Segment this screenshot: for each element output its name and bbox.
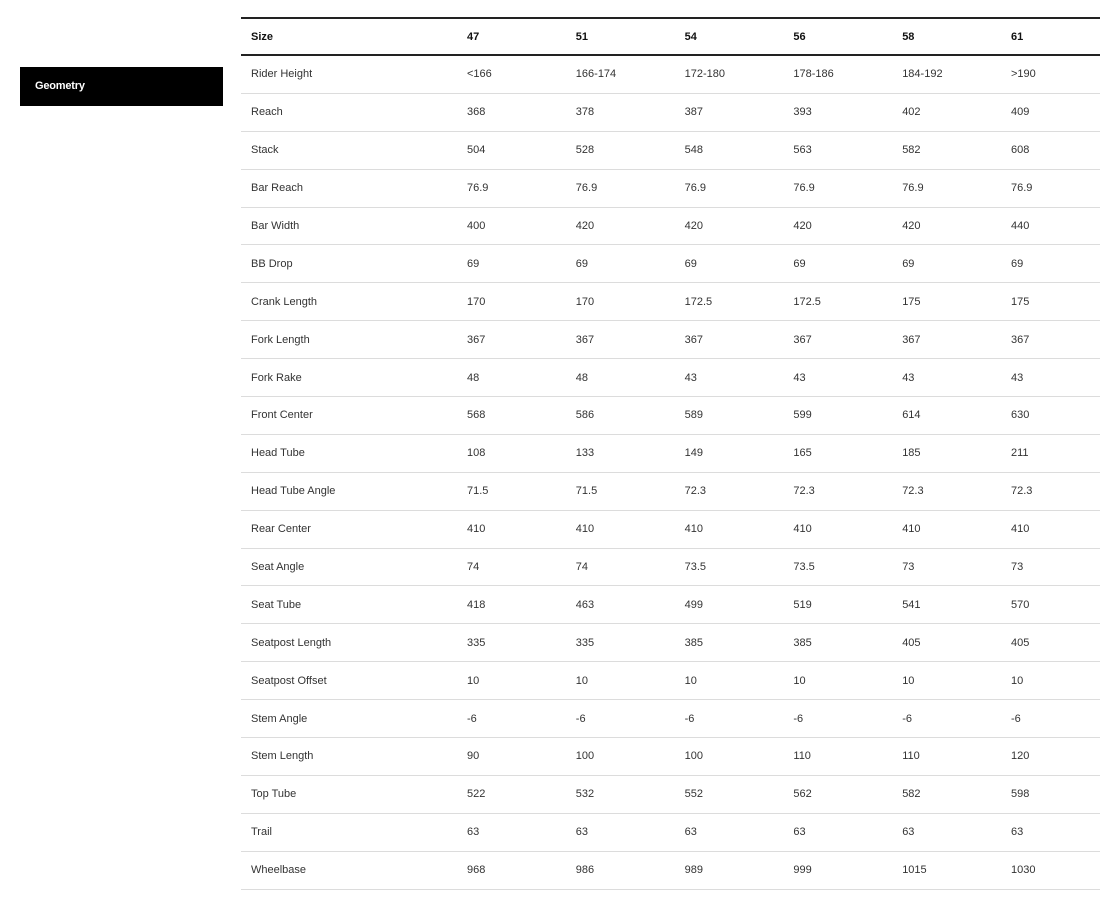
column-header: 56 <box>793 30 806 43</box>
row-label: Seat Angle <box>251 561 305 574</box>
table-cell: 532 <box>575 788 595 801</box>
table-cell: 10 <box>902 674 915 687</box>
row-label: Wheelbase <box>251 864 307 877</box>
table-cell: 367 <box>467 333 486 346</box>
table-cell: 43 <box>1010 371 1024 384</box>
table-cell: -6 <box>575 712 586 725</box>
table-cell: 63 <box>902 826 915 839</box>
table-cell: 598 <box>1010 788 1030 801</box>
row-label: Stack <box>251 144 279 157</box>
table-cell: 463 <box>575 598 595 611</box>
table-cell: -6 <box>793 712 804 725</box>
table-cell: 175 <box>902 295 921 308</box>
table-cell: 541 <box>902 598 921 611</box>
table-cell: 562 <box>793 788 812 801</box>
table-cell: 989 <box>684 864 703 877</box>
table-cell: 43 <box>902 371 915 384</box>
table-cell: 73 <box>1010 561 1024 574</box>
table-cell: 72.3 <box>1010 485 1033 498</box>
table-cell: 133 <box>575 447 595 460</box>
table-cell: 76.9 <box>684 182 707 195</box>
table-row <box>241 245 1100 283</box>
table-cell: 410 <box>684 523 703 536</box>
table-row <box>241 851 1100 889</box>
table-cell: 570 <box>1010 598 1030 611</box>
table-cell: 420 <box>793 220 812 232</box>
table-cell: 968 <box>467 864 486 877</box>
table-cell: 170 <box>575 295 595 308</box>
row-label: Seatpost Length <box>251 636 332 649</box>
table-cell: 420 <box>902 220 921 232</box>
table-cell: 172-180 <box>684 68 725 81</box>
table-row <box>241 813 1100 851</box>
table-cell: 69 <box>902 257 915 270</box>
table-cell: 614 <box>902 409 921 422</box>
table-cell: 172.5 <box>684 295 713 308</box>
table-cell: 73.5 <box>793 561 815 574</box>
table-cell: 402 <box>902 106 921 119</box>
row-label: Rider Height <box>251 68 313 81</box>
table-cell: 568 <box>467 409 486 422</box>
row-label: Seatpost Offset <box>251 674 327 687</box>
column-header: 61 <box>1010 30 1024 43</box>
table-cell: 69 <box>1010 257 1024 270</box>
table-row <box>241 169 1100 207</box>
table-cell: 69 <box>793 257 806 270</box>
table-cell: 335 <box>575 636 595 649</box>
tab-geometry[interactable] <box>20 67 223 106</box>
table-cell: 72.3 <box>793 485 815 498</box>
table-row <box>241 321 1100 359</box>
table-cell: 410 <box>793 523 812 536</box>
table-cell: 393 <box>793 106 812 119</box>
row-label: Trail <box>251 826 272 839</box>
table-cell: 43 <box>793 371 806 384</box>
column-header: 51 <box>575 30 589 43</box>
row-label: Fork Rake <box>251 371 302 384</box>
table-cell: 72.3 <box>684 485 707 498</box>
table-cell: 1030 <box>1010 864 1036 877</box>
table-cell: 76.9 <box>902 182 924 195</box>
table-cell: 368 <box>467 106 486 119</box>
table-row <box>241 472 1100 510</box>
table-row <box>241 662 1100 700</box>
table-cell: 10 <box>1010 674 1024 687</box>
table-cell: 120 <box>1010 750 1030 763</box>
table-cell: 10 <box>793 674 806 687</box>
table-cell: 76.9 <box>1010 182 1033 195</box>
table-row <box>241 700 1100 738</box>
row-label: Head Tube <box>251 447 305 460</box>
table-cell: 165 <box>793 447 812 460</box>
table-cell: 599 <box>793 409 812 422</box>
table-cell: 48 <box>575 371 589 384</box>
table-cell: 1015 <box>902 864 927 877</box>
table-row <box>241 55 1100 93</box>
table-cell: 548 <box>684 144 703 157</box>
table-cell: 504 <box>467 144 486 157</box>
geometry-table-container <box>241 17 1100 890</box>
table-cell: 367 <box>1010 333 1030 346</box>
table-cell: 74 <box>575 561 589 574</box>
table-cell: 420 <box>575 220 595 232</box>
table-row <box>241 359 1100 397</box>
table-cell: 385 <box>793 636 812 649</box>
table-cell: 63 <box>575 826 589 839</box>
table-row <box>241 93 1100 131</box>
table-cell: 400 <box>467 220 486 232</box>
table-cell: 71.5 <box>467 485 489 498</box>
table-cell: 405 <box>902 636 921 649</box>
table-cell: 630 <box>1010 409 1030 422</box>
column-header: 54 <box>684 30 697 43</box>
table-cell: 367 <box>793 333 812 346</box>
row-label: Stem Angle <box>251 712 308 725</box>
table-cell: 63 <box>684 826 697 839</box>
table-cell: 72.3 <box>902 485 924 498</box>
table-row <box>241 434 1100 472</box>
row-label: Head Tube Angle <box>251 485 336 498</box>
table-cell: 10 <box>575 674 589 687</box>
table-cell: 608 <box>1010 144 1030 157</box>
table-cell: -6 <box>902 712 912 725</box>
table-row <box>241 510 1100 548</box>
table-cell: 170 <box>467 295 486 308</box>
table-cell: 410 <box>1010 523 1030 536</box>
table-cell: 367 <box>575 333 595 346</box>
row-label: Rear Center <box>251 523 311 536</box>
row-label: Stem Length <box>251 750 314 763</box>
table-cell: 69 <box>575 257 589 270</box>
table-cell: 586 <box>575 409 595 422</box>
table-cell: 172.5 <box>793 295 821 308</box>
table-row <box>241 131 1100 169</box>
table-row <box>241 586 1100 624</box>
table-cell: 69 <box>467 257 480 270</box>
table-cell: 71.5 <box>575 485 598 498</box>
table-cell: 73.5 <box>684 561 707 574</box>
row-label: Seat Tube <box>251 598 302 611</box>
table-cell: 385 <box>684 636 703 649</box>
table-cell: 582 <box>902 788 921 801</box>
column-header: 47 <box>467 30 480 43</box>
table-cell: 528 <box>575 144 595 157</box>
table-row <box>241 548 1100 586</box>
row-label: Bar Width <box>251 220 300 232</box>
table-cell: 522 <box>467 788 486 801</box>
row-label: BB Drop <box>251 257 293 270</box>
table-cell: >190 <box>1010 68 1036 81</box>
row-label: Bar Reach <box>251 182 303 195</box>
table-cell: 405 <box>1010 636 1030 649</box>
table-cell: 185 <box>902 447 921 460</box>
row-label: Reach <box>251 106 283 119</box>
table-cell: 420 <box>684 220 703 232</box>
table-cell: 986 <box>575 864 595 877</box>
table-row <box>241 775 1100 813</box>
table-cell: 100 <box>684 750 703 763</box>
row-label: Top Tube <box>251 788 297 801</box>
table-cell: 175 <box>1010 295 1030 308</box>
column-header: 58 <box>902 30 915 43</box>
table-cell: 440 <box>1010 220 1030 232</box>
table-cell: 367 <box>902 333 921 346</box>
table-cell: 149 <box>684 447 703 460</box>
table-cell: -6 <box>467 712 477 725</box>
table-cell: 43 <box>684 371 697 384</box>
table-cell: 100 <box>575 750 595 763</box>
table-cell: 178-186 <box>793 68 834 81</box>
table-cell: 387 <box>684 106 703 119</box>
table-cell: 410 <box>902 523 921 536</box>
table-cell: 110 <box>902 750 920 763</box>
table-cell: 10 <box>684 674 697 687</box>
geometry-table <box>241 17 1100 890</box>
table-cell: 335 <box>467 636 486 649</box>
column-header: Size <box>251 30 274 43</box>
table-cell: 10 <box>467 674 480 687</box>
table-cell: 74 <box>467 561 480 574</box>
table-cell: 73 <box>902 561 915 574</box>
table-cell: -6 <box>1010 712 1021 725</box>
table-row <box>241 397 1100 435</box>
table-cell: 48 <box>467 371 480 384</box>
row-label: Front Center <box>251 409 313 422</box>
table-cell: 999 <box>793 864 812 877</box>
table-cell: 418 <box>467 598 486 611</box>
row-label: Fork Length <box>251 333 310 346</box>
table-cell: 582 <box>902 144 921 157</box>
table-cell: 110 <box>793 750 811 763</box>
table-cell: 76.9 <box>575 182 598 195</box>
table-row <box>241 738 1100 776</box>
table-body <box>241 55 1100 889</box>
table-cell: 499 <box>684 598 703 611</box>
table-cell: 90 <box>467 750 480 763</box>
table-cell: 108 <box>467 447 486 460</box>
table-cell: 410 <box>575 523 595 536</box>
table-cell: 76.9 <box>793 182 815 195</box>
table-cell: 552 <box>684 788 703 801</box>
table-header-row <box>241 18 1100 55</box>
table-cell: 410 <box>467 523 486 536</box>
table-cell: 563 <box>793 144 812 157</box>
table-cell: 166-174 <box>575 68 617 81</box>
table-row <box>241 624 1100 662</box>
table-cell: 184-192 <box>902 68 943 81</box>
table-cell: 63 <box>1010 826 1024 839</box>
table-cell: <166 <box>467 68 492 81</box>
table-cell: 409 <box>1010 106 1030 119</box>
table-cell: 69 <box>684 257 697 270</box>
table-cell: 367 <box>684 333 703 346</box>
table-cell: 211 <box>1010 447 1029 460</box>
row-label: Crank Length <box>251 295 318 308</box>
table-cell: 589 <box>684 409 703 422</box>
table-cell: 63 <box>793 826 806 839</box>
table-cell: 63 <box>467 826 480 839</box>
table-cell: -6 <box>684 712 695 725</box>
table-row <box>241 283 1100 321</box>
table-row <box>241 207 1100 245</box>
table-cell: 76.9 <box>467 182 489 195</box>
tab-geometry-label: Geometry <box>35 80 85 92</box>
table-cell: 378 <box>575 106 595 119</box>
table-cell: 519 <box>793 598 812 611</box>
